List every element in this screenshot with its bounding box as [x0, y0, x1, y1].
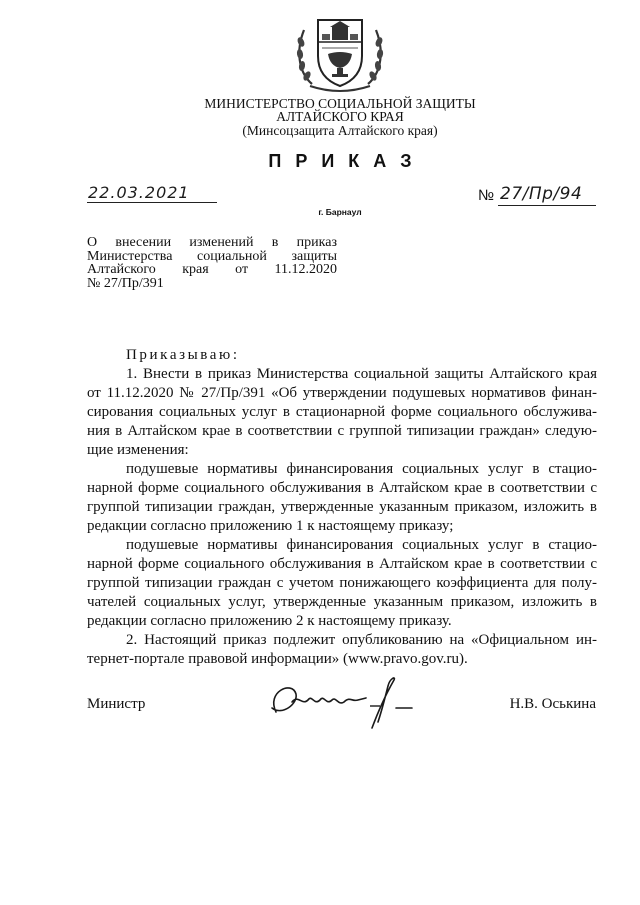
- body-line: 2. Настоящий приказ подлежит опубликованию на «Официальном ин-: [126, 632, 597, 648]
- date-underline: [87, 202, 217, 203]
- ministry-name: МИНИСТЕРСТВО СОЦИАЛЬНОЙ ЗАЩИТЫ: [204, 96, 476, 111]
- subject-line: Министерства социальной защиты: [87, 248, 337, 264]
- order-city: г. Барнаул: [318, 207, 362, 217]
- coat-of-arms-icon: [292, 12, 388, 96]
- body-line: ния в Алтайском крае в соответствии с группой типизации граждан» следую-: [87, 423, 597, 439]
- signatory-title: Министр: [87, 696, 146, 712]
- body-line: 1. Внести в приказ Министерства социальной защиты Алтайского края: [126, 366, 597, 382]
- body-line: от 11.12.2020 № 27/Пр/391 «Об утверждении подушевых нормативов финан-: [87, 385, 597, 401]
- subject-line: № 27/Пр/391: [87, 275, 164, 291]
- ministry-short-name: (Минсоцзащита Алтайского края): [242, 123, 438, 138]
- body-line: нарной форме социального обслуживания в Алтайском крае в соответствии с: [87, 556, 597, 572]
- body-line: чателей социальных услуг, утвержденные указанным приказом, изложить в: [87, 594, 597, 610]
- order-word: Приказываю:: [126, 347, 240, 363]
- region-name: АЛТАЙСКОГО КРАЯ: [276, 109, 404, 124]
- number-sign: №: [478, 187, 495, 204]
- number-underline: [498, 205, 596, 206]
- body-line: сирования социальных услуг в стационарной форме социального обслужива-: [87, 404, 597, 420]
- subject-line: Алтайского края от 11.12.2020: [87, 262, 337, 277]
- signatory-name: Н.В. Оськина: [509, 696, 596, 712]
- body-line: щие изменения:: [87, 442, 189, 458]
- body-line: подушевые нормативы финансирования социальных услуг в стацио-: [126, 461, 597, 477]
- subject-line: О внесении изменений в приказ: [87, 235, 337, 250]
- order-body: [87, 346, 597, 669]
- handwritten-signature: [262, 672, 422, 732]
- body-line: тернет-портале правовой информации» (www.pravo.gov.ru).: [87, 651, 468, 667]
- body-line: нарной форме социального обслуживания в Алтайском крае в соответствии с: [87, 480, 597, 496]
- order-date: 22.03.2021: [88, 183, 190, 202]
- body-line: редакции согласно приложению 1 к настоящему приказу;: [87, 518, 454, 534]
- order-title: ПРИКАЗ: [268, 151, 426, 171]
- body-line: группой типизации граждан с учетом понижающего коэффициента для полу-: [87, 575, 597, 591]
- order-number: 27/Пр/94: [500, 184, 583, 204]
- body-line: подушевые нормативы финансирования социальных услуг в стацио-: [126, 537, 597, 553]
- body-line: группой типизации граждан, утвержденные указанным приказом, изложить в: [87, 499, 597, 515]
- order-subject: [87, 236, 337, 290]
- body-line: редакции согласно приложению 2 к настоящему приказу.: [87, 613, 452, 629]
